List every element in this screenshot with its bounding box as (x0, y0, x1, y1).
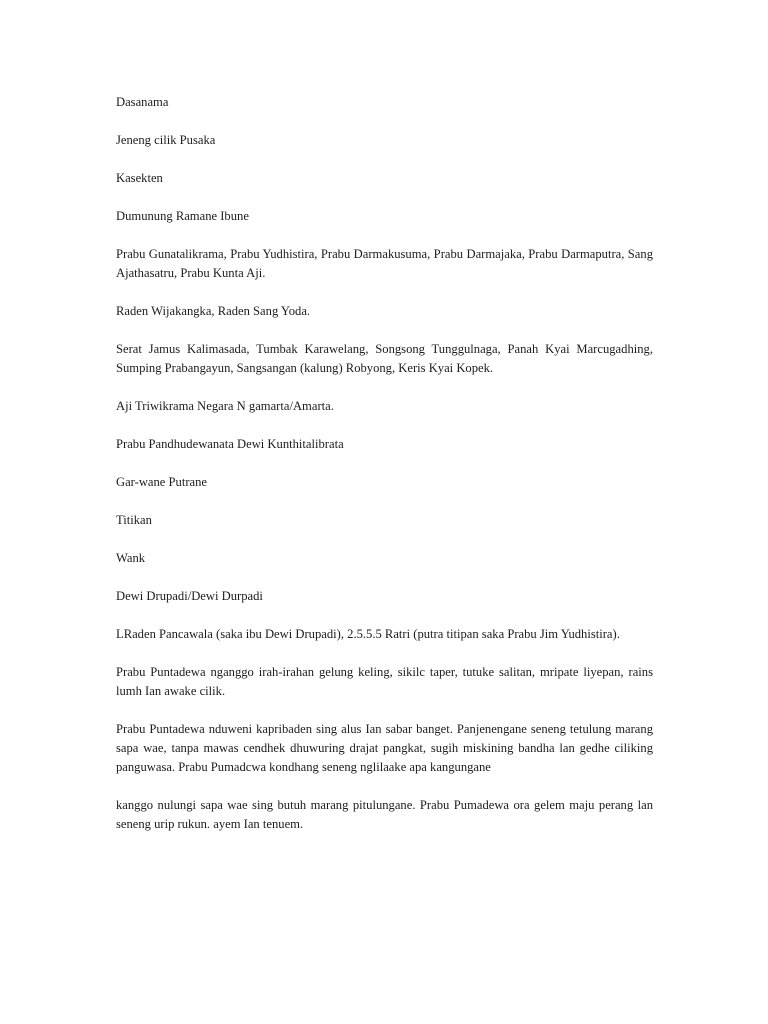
paragraph-wank-heading: Wank (116, 551, 146, 565)
paragraph-putrane: LRaden Pancawala (saka ibu Dewi Drupadi), 2.5.5.5 Ratri (putra titipan saka Prabu Jim Yudhistira). (116, 627, 620, 641)
paragraph-dasanama-heading: Dasanama (116, 95, 169, 109)
paragraph-wanci-part2: kanggo nulungi sapa wae sing butuh marang pitulungane. Prabu Pumadewa ora gelem maju perang lan seneng urip rukun. ayem Ian tenuem. (116, 798, 653, 831)
paragraph-kasekten: Aji Triwikrama Negara N gamarta/Amarta. (116, 399, 334, 413)
paragraph-dasanama-list: Prabu Gunatalikrama, Prabu Yudhistira, Prabu Darmakusuma, Prabu Darmajaka, Prabu Darmaputra, Sang Ajathasatru, Prabu Kunta Aji. (116, 247, 653, 280)
paragraph-garwane: Dewi Drupadi/Dewi Durpadi (116, 589, 263, 603)
paragraph-jeneng-cilik: Raden Wijakangka, Raden Sang Yoda. (116, 304, 311, 318)
paragraph-titikan: Prabu Puntadewa nganggo irah-irahan gelung keling, sikilc taper, tutuke salitan, mripate liyepan, rains lumh Ian awake cilik. (116, 665, 653, 698)
paragraph-ramane-ibune: Prabu Pandhudewanata Dewi Kunthitalibrata (116, 437, 344, 451)
paragraph-garwane-putrane-heading: Gar-wane Putrane (116, 475, 208, 489)
paragraph-dumunung-heading: Dumunung Ramane Ibune (116, 209, 249, 223)
paragraph-pusaka-list: Serat Jamus Kalimasada, Tumbak Karawelang, Songsong Tunggulnaga, Panah Kyai Marcugadhing, Sumping Prabangayun, Sangsangan (kalung) Robyong, Keris Kyai Kopek. (116, 342, 653, 375)
paragraph-titikan-heading: Titikan (116, 513, 152, 527)
paragraph-kasekten-heading: Kasekten (116, 171, 163, 185)
paragraph-wanci-part1: Prabu Puntadewa nduweni kapribaden sing alus Ian sabar banget. Panjenengane seneng tetulung marang sapa wae, tanpa mawas cendhek dhuwuring drajat pangkat, sugih miskining bandha lan gedhe ciliking panguwasa. Prabu Pumadcwa kondhang seneng nglilaake apa kangungane (116, 722, 653, 774)
paragraph-jeneng-cilik-heading: Jeneng cilik Pusaka (116, 133, 216, 147)
document-page (116, 93, 653, 853)
